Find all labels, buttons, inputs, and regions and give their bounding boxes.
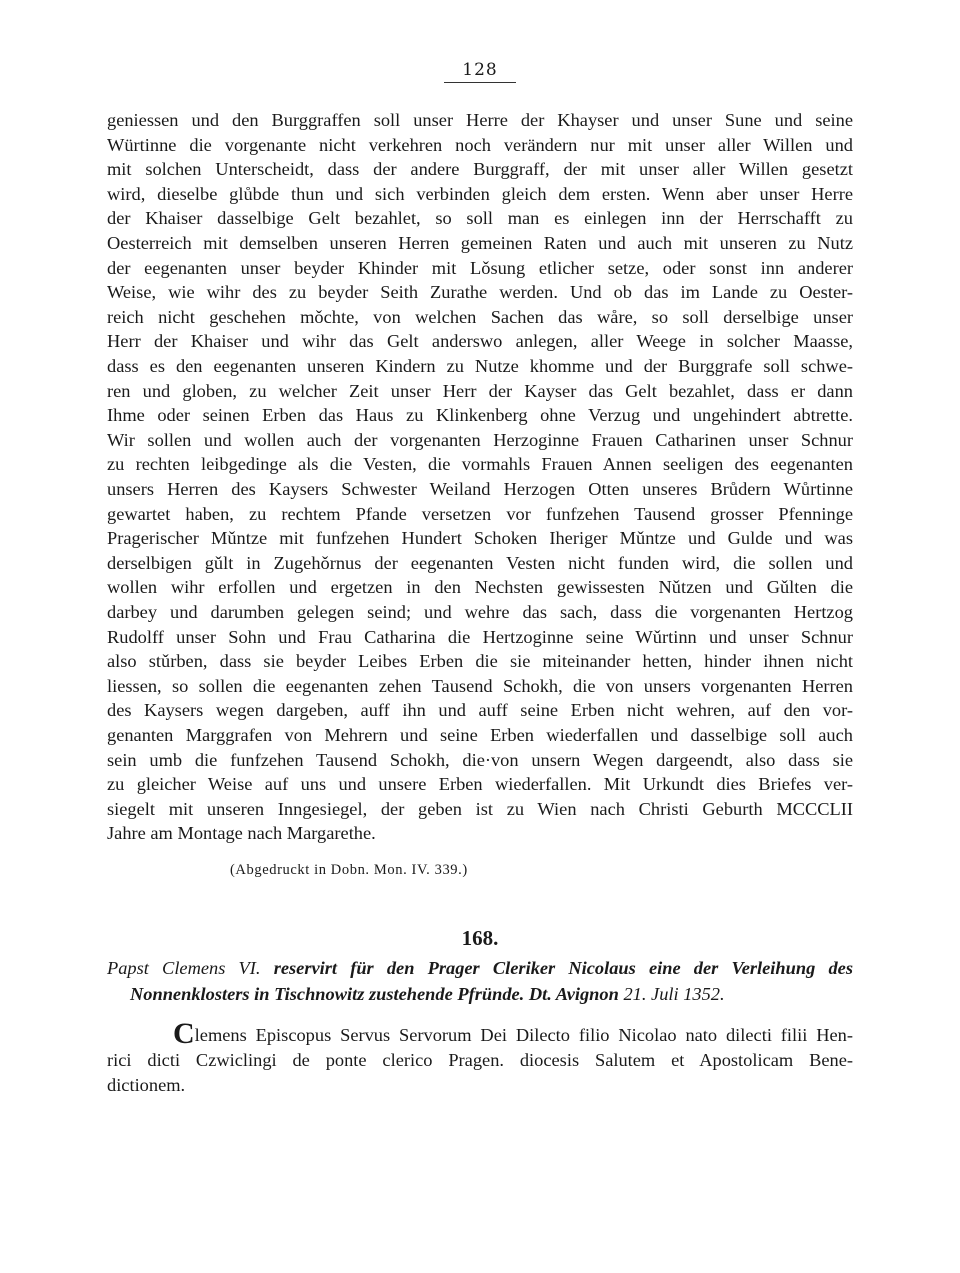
heading-summary-1: reservirt für den Prager Cleriker Nicolaus eine der Verleihung des bbox=[273, 958, 853, 978]
heading-author: Papst Clemens VI. bbox=[107, 958, 261, 978]
body-line: liessen, so sollen die eegenanten zehen Tausend Schokh, die von unsers vorgenanten Herren bbox=[107, 675, 853, 696]
body-line: Jahre am Montage nach Margarethe. bbox=[107, 823, 376, 844]
document-number: 168. bbox=[461, 926, 499, 950]
body-line: reich nicht geschehen mǒchte, von welchen Sachen das wåre, so soll derselbige unser bbox=[107, 306, 853, 327]
drop-initial: C bbox=[173, 1017, 195, 1050]
body-line: Wir sollen und wollen auch der vorgenanten Herzoginne Frauen Catharinen unser Schnur bbox=[107, 429, 853, 450]
body-line: Rudolff unser Sohn und Frau Catharina die Hertzoginne seine Wǔrtinn und unser Schnur bbox=[107, 626, 853, 647]
body-line: wird, dieselbe glůbde thun und sich verbinden gleich dem ersten. Wenn aber unser Herre bbox=[107, 183, 853, 204]
body-line: derselbigen gǔlt in Zugehǒrnus der eegenanten Vesten nicht funden wird, die sollen und bbox=[107, 552, 853, 573]
body-line: Pragerischer Mǔntze mit funfzehen Hundert Schoken Iheriger Mǔntze und Gulde und was bbox=[107, 528, 853, 549]
body-line: siegelt mit unseren Inngesiegel, der geben ist zu Wien nach Christi Geburth MCCCLII bbox=[107, 798, 853, 819]
body-line: der eegenanten unser beyder Khinder mit Lǒsung etlicher setze, oder sonst inn anderer bbox=[107, 257, 853, 278]
heading-line-2 bbox=[130, 982, 830, 1007]
body-line: der Khaiser dasselbige Gelt bezahlet, so soll man es einlegen inn der Herrschafft zu bbox=[107, 208, 853, 229]
charter-line-1 bbox=[173, 1017, 853, 1050]
body-line: Weise, wie wihr des zu beyder Seith Zurathe werden. Und ob das im Lande zu Oester- bbox=[107, 282, 853, 303]
body-line: genanten Marggrafen von Mehrern und seine Erben wiederfallen und dasselbige soll auch bbox=[107, 725, 853, 745]
body-line: ren und globen, zu welcher Zeit unser Herr der Kayser das Gelt bezahlet, dass er dann bbox=[107, 380, 853, 401]
body-line: sein umb die funfzehen Tausend Schokh, die·von unsern Wegen dargeendt, also dass sie bbox=[107, 749, 853, 770]
body-line: gewartet haben, zu rechtem Pfande versetzen vor funfzehen Tausend grosser Pfenninge bbox=[107, 503, 853, 524]
body-line: mit solchen Unterscheidt, dass der andere Burggraff, der mit unser aller Willen gesetzt bbox=[107, 159, 853, 180]
body-line: also stǔrben, dass sie beyder Leibes Erben die sie miteinander hetten, hinder ihnen nicht bbox=[107, 651, 853, 672]
heading-summary-2: Nonnenklosters in Tischnowitz zustehende Pfründe. bbox=[130, 984, 525, 1004]
charter-line-2: rici dicti Czwiclingi de ponte clerico Pragen. diocesis Salutem et Apostolicam Bene- bbox=[107, 1050, 853, 1070]
charter-line-3: dictionem. bbox=[107, 1075, 186, 1095]
body-line: zu gleicher Weise auf uns und unsere Erben wiederfallen. Mit Urkundt dies Briefes ver- bbox=[107, 774, 853, 795]
body-line: geniessen und den Burggraffen soll unser Herre der Khayser und unser Sune und seine bbox=[107, 110, 853, 130]
body-line: darbey und darumben gelegen seind; und wehre das sach, dass die vorgenanten Hertzog bbox=[107, 602, 853, 622]
heading-date: 21. Juli 1352. bbox=[623, 984, 725, 1004]
body-line: zu rechten leibgedinge als die Vesten, die vormahls Frauen Annen seeligen des eegenanten bbox=[107, 454, 853, 475]
page-number: 128 bbox=[444, 60, 516, 83]
body-line: dass es den eegenanten unseren Kindern zu Nutze khomme und der Burggrafe soll schwe- bbox=[107, 356, 853, 376]
body-line: Ihme oder seinen Erben das Haus zu Klinkenberg ohne Verzug und ungehindert abtrette. bbox=[107, 405, 853, 426]
body-line: des Kaysers wegen dargeben, auff ihn und auff seine Erben nicht wehren, auf den vor- bbox=[107, 700, 853, 721]
source-note: (Abgedruckt in Dobn. Mon. IV. 339.) bbox=[230, 862, 468, 878]
body-line: Herr der Khaiser und wihr das Gelt anderswo anlegen, aller Weege in solcher Maasse, bbox=[107, 331, 853, 352]
body-line: Oesterreich mit demselben unseren Herren gemeinen Raten und auch mit unseren zu Nutz bbox=[107, 233, 853, 253]
body-line: unsers Herren des Kaysers Schwester Weiland Herzogen Otten unseres Brůdern Wůrtinne bbox=[107, 479, 853, 499]
heading-line-1 bbox=[107, 956, 853, 981]
charter-text-1: lemens Episcopus Servus Servorum Dei Dilecto filio Nicolao nato dilecti filii Hen- bbox=[194, 1025, 853, 1045]
heading-place: Dt. Avignon bbox=[528, 984, 619, 1004]
body-line: Würtinne die vorgenante nicht verkehren noch verändern nur mit unser aller Willen und bbox=[107, 134, 853, 155]
body-line: wollen wihr erfollen und ergetzen in den Nechsten gewissesten Nǔtzen und Gǔlten die bbox=[107, 577, 853, 598]
